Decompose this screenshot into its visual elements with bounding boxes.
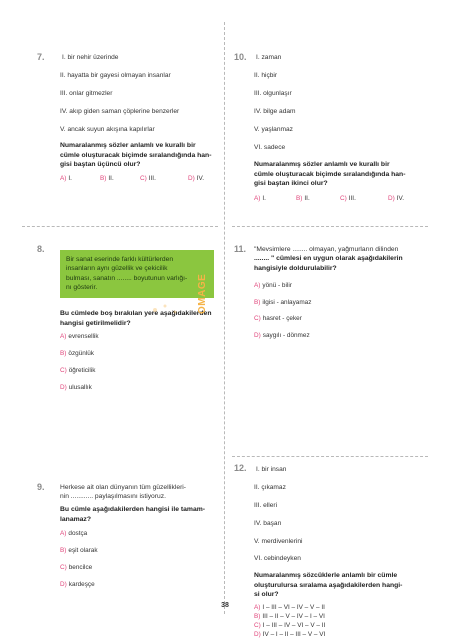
q7-stem-line-3: gisi baştan üçüncü olur? bbox=[60, 161, 141, 168]
q8-option-d[interactable]: D) ulusallık bbox=[60, 384, 92, 391]
section-divider-right bbox=[232, 226, 428, 227]
q8-box-line-2: insanların aynı güzellik ve çekicilik bbox=[66, 265, 168, 273]
q11-stem-line-3: hangisiyle doldurulabilir? bbox=[254, 264, 337, 272]
section-divider-left bbox=[22, 226, 218, 227]
q10-item-1: I. zaman bbox=[256, 54, 282, 61]
q8-stem-line-2: hangisi getirilmelidir? bbox=[60, 319, 131, 327]
q10-option-c[interactable]: C) III. bbox=[340, 195, 356, 202]
q9-para-line-1: Herkese ait olan dünyanın tüm güzellikleri- bbox=[60, 484, 187, 491]
q12-item-3: III. elleri bbox=[254, 502, 278, 509]
q12-item-6: VI. cebindeyken bbox=[254, 555, 301, 562]
q12-stem-line-3: si olur? bbox=[254, 591, 279, 598]
q9-option-d[interactable]: D) kardeşçe bbox=[60, 581, 95, 588]
q7-option-d[interactable]: D) IV. bbox=[188, 175, 204, 182]
q11-option-d[interactable]: D) saygılı - dönmez bbox=[254, 332, 310, 339]
brand-watermark bbox=[197, 246, 215, 316]
q12-option-b[interactable]: B) III – II – V – IV – I – VI bbox=[254, 613, 325, 620]
q8-box-line-1: Bir sanat eserinde farklı kültürlerden bbox=[66, 256, 174, 263]
question-9-number: 9. bbox=[37, 482, 45, 492]
q12-item-4: IV. başarı bbox=[254, 520, 282, 527]
q10-item-5: V. yaşlanmaz bbox=[254, 126, 293, 133]
q11-option-a[interactable]: A) yönü - bilir bbox=[254, 282, 292, 289]
q9-stem-line-2: lanamaz? bbox=[60, 515, 91, 523]
q9-option-b[interactable]: B) eşit olarak bbox=[60, 547, 98, 554]
page-number: 38 bbox=[221, 602, 229, 609]
q12-item-1: I. bir insan bbox=[256, 466, 287, 473]
q10-item-3: III. olgunlaşır bbox=[254, 90, 292, 97]
q9-passage bbox=[60, 483, 186, 502]
q10-option-d[interactable]: D) IV. bbox=[388, 195, 404, 202]
q9-option-c[interactable]: C) bencilce bbox=[60, 564, 93, 571]
question-8-number: 8. bbox=[37, 244, 45, 254]
question-11-number: 11. bbox=[234, 244, 247, 254]
q8-box-line-3: bulması, sanatın ........ boyutunun varlığı- bbox=[66, 274, 188, 282]
q11-option-b[interactable]: B) ilgisi - anlayamaz bbox=[254, 299, 312, 306]
q11-option-c[interactable]: C) hasret - çeker bbox=[254, 315, 302, 322]
q7-options bbox=[60, 175, 220, 182]
q11-question-text bbox=[254, 245, 398, 254]
q8-stem-line-1: Bu cümlede boş bırakılan yere aşağıdakilerden bbox=[60, 310, 212, 317]
q12-option-c[interactable]: C) I – III – IV – VI – V – II bbox=[254, 622, 326, 629]
q7-question-stem bbox=[60, 141, 211, 170]
q7-option-b[interactable]: B) II. bbox=[100, 175, 114, 182]
q9-stem-line-1: Bu cümle aşağıdakilerden hangisi ile tamam- bbox=[60, 506, 206, 513]
q7-option-c[interactable]: C) III. bbox=[140, 175, 156, 182]
q7-item-3: III. onlar gitmezler bbox=[60, 90, 113, 97]
q10-item-4: IV. bilge adam bbox=[254, 108, 296, 115]
q7-item-5: V. ancak suyun akışına kapılırlar bbox=[60, 126, 155, 133]
q10-item-2: II. hiçbir bbox=[254, 72, 278, 79]
q7-option-a[interactable]: A) I. bbox=[60, 175, 72, 182]
q11-stem-line-1: "Mevsimlere ........ olmayan, yağmurların dilinden bbox=[254, 246, 399, 253]
question-7-number: 7. bbox=[37, 52, 45, 62]
q7-stem-line-2: cümle oluşturacak biçimde sıralandığında han- bbox=[60, 151, 212, 159]
q8-option-b[interactable]: B) özgünlük bbox=[60, 350, 94, 357]
q10-stem-line-2: cümle oluşturacak biçimde sıralandığında han- bbox=[254, 170, 406, 178]
q10-question-stem bbox=[254, 160, 405, 189]
column-divider bbox=[224, 22, 225, 614]
q11-stem-line-2: ........ " cümlesi en uygun olarak aşağıdakilerin bbox=[254, 255, 403, 262]
q10-option-a[interactable]: A) I. bbox=[254, 195, 266, 202]
q8-option-a[interactable]: A) evrensellik bbox=[60, 333, 99, 340]
q8-passage-box bbox=[60, 250, 214, 298]
q11-question-stem bbox=[254, 254, 403, 273]
q7-stem-line-1: Numaralanmış sözler anlamlı ve kurallı bir bbox=[60, 142, 196, 149]
q10-options bbox=[254, 195, 424, 202]
q7-item-2: II. hayatta bir gayesi olmayan insanlar bbox=[60, 72, 171, 79]
q10-option-b[interactable]: B) II. bbox=[296, 195, 310, 202]
q12-stem-line-1: Numaralanmış sözcüklerle anlamlı bir cümle bbox=[254, 572, 398, 579]
q9-para-line-2: nin ............ paylaşılmasını istiyoruz. bbox=[60, 493, 166, 501]
q12-item-2: II. çıkamaz bbox=[254, 484, 286, 491]
q10-stem-line-3: gisi baştan ikinci olur? bbox=[254, 180, 328, 187]
q12-option-d[interactable]: D) IV – I – II – III – V – VI bbox=[254, 631, 326, 638]
q8-box-line-4: nı gösterir. bbox=[66, 284, 98, 292]
q8-option-c[interactable]: C) öğreticilik bbox=[60, 367, 96, 374]
q9-question-stem bbox=[60, 505, 205, 524]
decorative-dots-icon bbox=[150, 300, 190, 320]
q12-item-5: V. merdivenlerini bbox=[254, 538, 303, 545]
watermark-text: OMAGE bbox=[197, 273, 208, 314]
q9-option-a[interactable]: A) dostça bbox=[60, 530, 88, 537]
question-12-number: 12. bbox=[234, 463, 247, 473]
q12-option-a[interactable]: A) I – III – VI – IV – V – II bbox=[254, 604, 325, 611]
q10-item-6: VI. sadece bbox=[254, 144, 286, 151]
question-10-number: 10. bbox=[234, 52, 247, 62]
q7-item-4: IV. akıp giden saman çöplerine benzerler bbox=[60, 108, 180, 115]
q7-item-1: I. bir nehir üzerinde bbox=[62, 54, 119, 61]
q10-stem-line-1: Numaralanmış sözler anlamlı ve kurallı bir bbox=[254, 161, 390, 168]
q12-stem-line-2: oluşturulursa sıralama aşağıdakilerden hangi- bbox=[254, 581, 403, 589]
section-divider-right-lower bbox=[232, 456, 428, 457]
q12-question-stem bbox=[254, 571, 402, 600]
